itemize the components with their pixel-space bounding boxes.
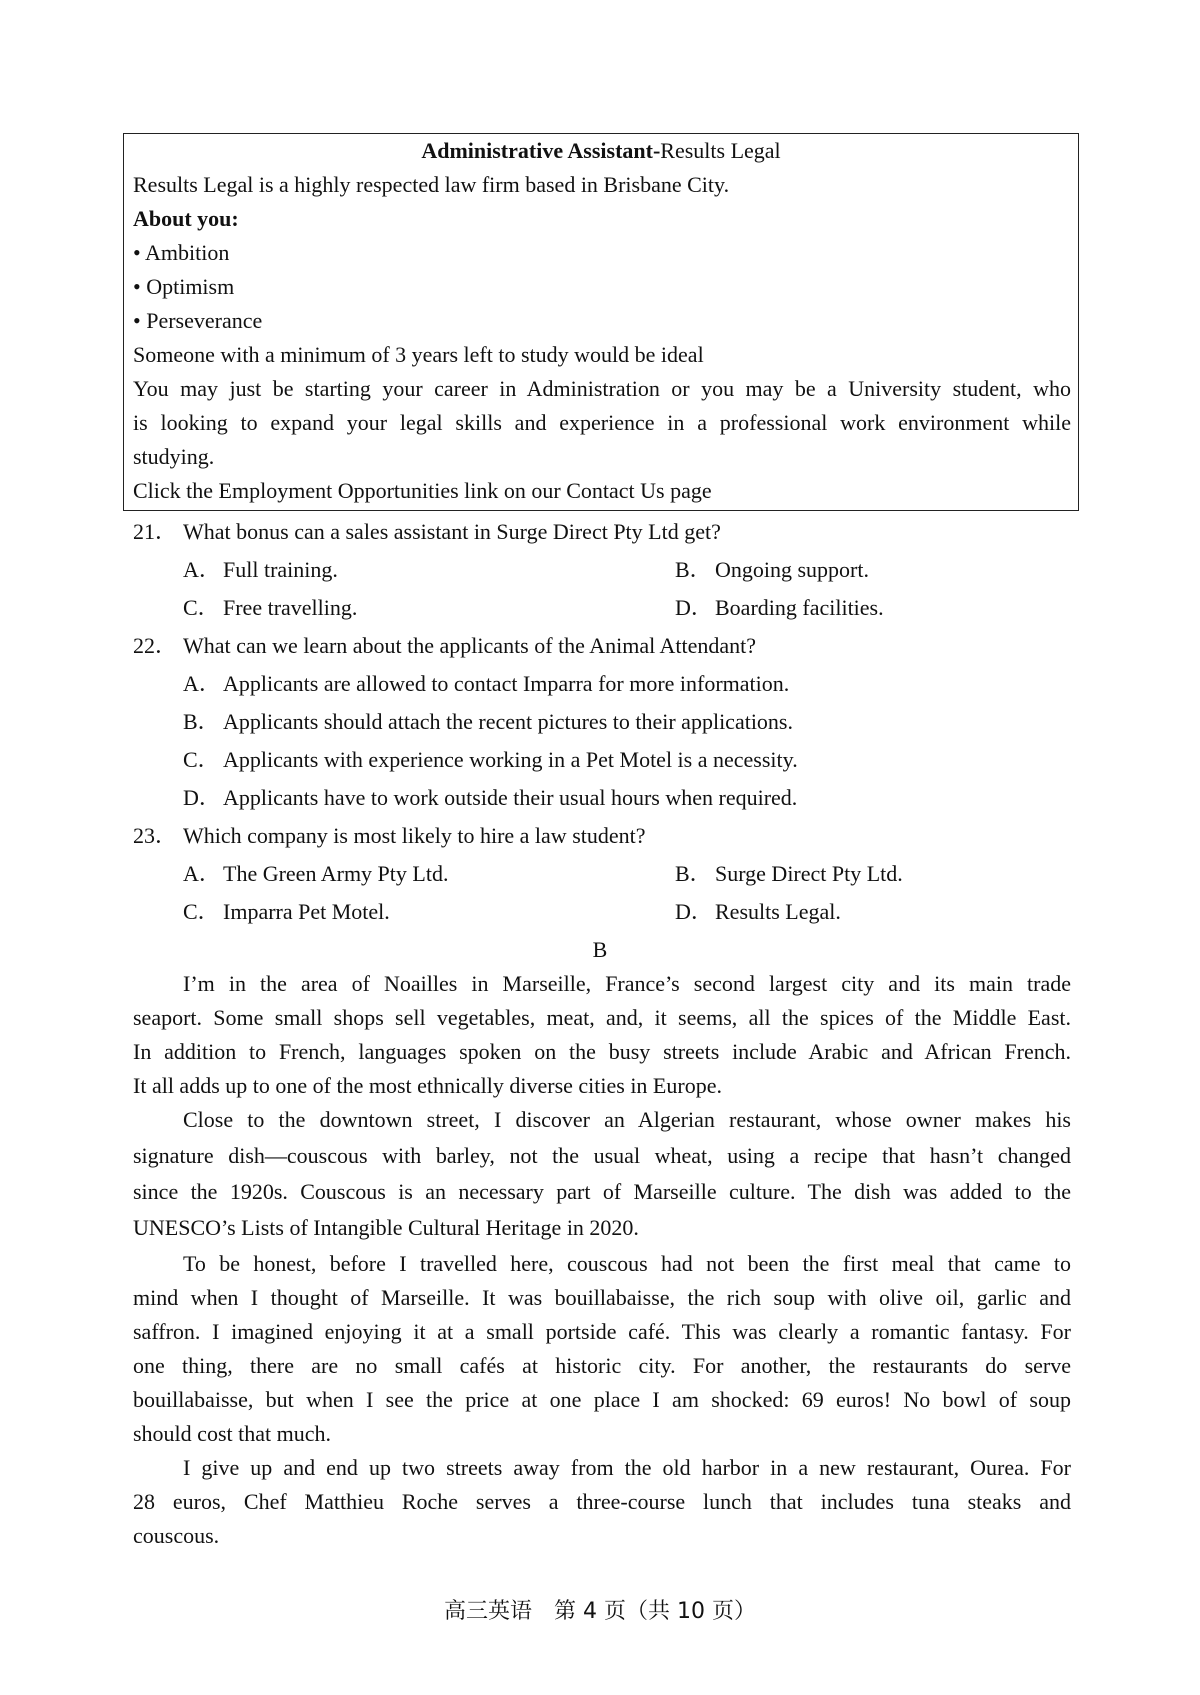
- option-21-b: [675, 555, 869, 585]
- passage-line: In addition to French, languages spoken on the busy streets include Arabic and African French.: [133, 1039, 1071, 1064]
- ad-title-company: Results Legal: [660, 138, 781, 163]
- ad-bullet-optimism: • Optimism: [133, 274, 235, 299]
- option-text: Imparra Pet Motel.: [223, 899, 390, 924]
- passage-line: To be honest, before I travelled here, couscous had not been the first meal that came to: [183, 1251, 1071, 1276]
- passage-line: since the 1920s. Couscous is an necessary part of Marseille culture. The dish was added to the: [133, 1179, 1071, 1204]
- option-text: Results Legal.: [715, 899, 841, 924]
- passage-line: 28 euros, Chef Matthieu Roche serves a three-course lunch that includes tuna steaks and: [133, 1489, 1071, 1514]
- question-23: [133, 821, 646, 851]
- option-letter: D．: [183, 785, 221, 810]
- option-text: Surge Direct Pty Ltd.: [715, 861, 903, 886]
- ad-about-heading: About you:: [133, 206, 239, 231]
- option-22-d: [183, 783, 797, 813]
- option-23-c: [183, 897, 390, 927]
- passage-line: mind when I thought of Marseille. It was bouillabaisse, the rich soup with olive oil, garlic and: [133, 1285, 1071, 1310]
- option-text: The Green Army Pty Ltd.: [223, 861, 449, 886]
- question-text: What can we learn about the applicants of the Animal Attendant?: [183, 633, 757, 658]
- passage-line: Close to the downtown street, I discover an Algerian restaurant, whose owner makes his: [183, 1107, 1071, 1132]
- passage-line: should cost that much.: [133, 1421, 331, 1446]
- ad-bullet-ambition: • Ambition: [133, 240, 230, 265]
- option-text: Ongoing support.: [715, 557, 869, 582]
- option-text: Boarding facilities.: [715, 595, 884, 620]
- passage-line: seaport. Some small shops sell vegetables, meat, and, it seems, all the spices of the Middle East.: [133, 1005, 1071, 1030]
- question-number: 23．: [133, 823, 178, 848]
- passage-line: signature dish—couscous with barley, not the usual wheat, using a recipe that hasn’t changed: [133, 1143, 1071, 1168]
- option-letter: C．: [183, 747, 220, 772]
- ad-requirement: Someone with a minimum of 3 years left to study would be ideal: [133, 342, 704, 367]
- option-22-c: [183, 745, 798, 775]
- option-22-b: [183, 707, 793, 737]
- option-21-d: [675, 593, 884, 623]
- option-23-a: [183, 859, 448, 889]
- option-letter: C．: [183, 899, 220, 924]
- question-22: [133, 631, 756, 661]
- ad-desc-line: studying.: [133, 444, 215, 469]
- option-text: Full training.: [223, 557, 338, 582]
- option-21-a: [183, 555, 338, 585]
- ad-intro: Results Legal is a highly respected law firm based in Brisbane City.: [133, 172, 730, 197]
- option-21-c: [183, 593, 357, 623]
- passage-line: UNESCO’s Lists of Intangible Cultural Heritage in 2020.: [133, 1215, 639, 1240]
- page-footer: 高三英语 第 4 页（共 10 页）: [444, 1599, 756, 1624]
- ad-cta: Click the Employment Opportunities link on our Contact Us page: [133, 478, 712, 503]
- option-23-d: [675, 897, 841, 927]
- option-text: Applicants with experience working in a Pet Motel is a necessity.: [223, 747, 798, 772]
- passage-line: I’m in the area of Noailles in Marseille, France’s second largest city and its main trade: [183, 971, 1071, 996]
- question-number: 21．: [133, 519, 178, 544]
- ad-desc-line: is looking to expand your legal skills and experience in a professional work environment while: [133, 410, 1071, 435]
- option-text: Free travelling.: [223, 595, 358, 620]
- passage-line: saffron. I imagined enjoying it at a small portside café. This was clearly a romantic fantasy. For: [133, 1319, 1071, 1344]
- question-text: What bonus can a sales assistant in Surge Direct Pty Ltd get?: [183, 519, 721, 544]
- ad-bullet-perseverance: • Perseverance: [133, 308, 263, 333]
- option-letter: C．: [183, 595, 220, 620]
- passage-line: bouillabaisse, but when I see the price at one place I am shocked: 69 euros! No bowl of soup: [133, 1387, 1071, 1412]
- option-letter: A．: [183, 861, 221, 886]
- option-text: Applicants should attach the recent pictures to their applications.: [223, 709, 793, 734]
- option-text: Applicants have to work outside their usual hours when required.: [223, 785, 798, 810]
- passage-line: couscous.: [133, 1523, 220, 1548]
- ad-title-bold: Administrative Assistant-: [421, 138, 661, 163]
- section-heading: B: [592, 937, 608, 962]
- passage-line: It all adds up to one of the most ethnically diverse cities in Europe.: [133, 1073, 722, 1098]
- ad-desc-line: You may just be starting your career in Administration or you may be a University student, who: [133, 376, 1071, 401]
- ad-title: [123, 136, 1079, 166]
- option-letter: A．: [183, 557, 221, 582]
- question-number: 22．: [133, 633, 178, 658]
- passage-line: I give up and end up two streets away from the old harbor in a new restaurant, Ourea. For: [183, 1455, 1071, 1480]
- option-letter: B．: [183, 709, 220, 734]
- option-letter: A．: [183, 671, 221, 696]
- option-letter: D．: [675, 899, 713, 924]
- question-21: [133, 517, 721, 547]
- option-letter: D．: [675, 595, 713, 620]
- option-23-b: [675, 859, 903, 889]
- passage-line: one thing, there are no small cafés at historic city. For another, the restaurants do serve: [133, 1353, 1071, 1378]
- option-22-a: [183, 669, 789, 699]
- option-letter: B．: [675, 861, 712, 886]
- option-text: Applicants are allowed to contact Imparra for more information.: [223, 671, 790, 696]
- question-text: Which company is most likely to hire a law student?: [183, 823, 646, 848]
- option-letter: B．: [675, 557, 712, 582]
